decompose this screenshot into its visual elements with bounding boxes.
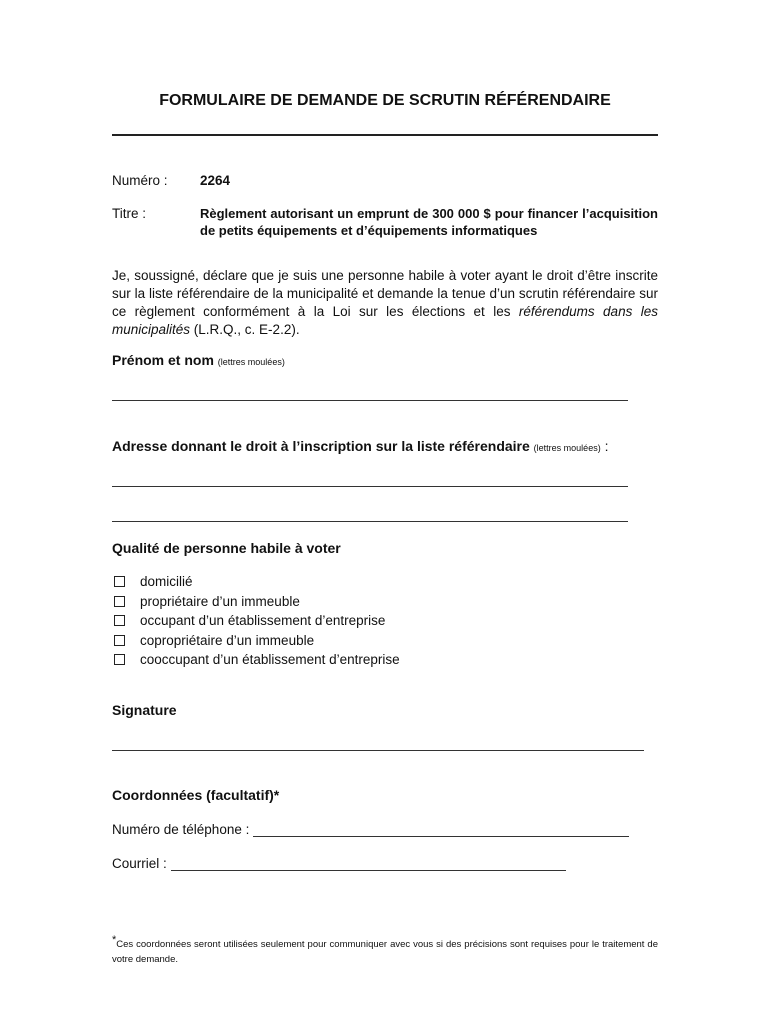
checkbox-icon[interactable] bbox=[114, 635, 125, 646]
signature-line[interactable] bbox=[112, 750, 644, 751]
address-heading-colon: : bbox=[604, 438, 609, 454]
declaration-text-1: Je, soussigné, déclare que je suis une personne habile à voter ayant le droit d’être inscrite sur la liste référendaire de la municipalité et demande la tenue d’un scrutin référendaire sur ce règlement conformément à la Loi sur les élections et les bbox=[112, 268, 658, 319]
option-label: cooccupant d’un établissement d’entreprise bbox=[140, 652, 400, 668]
address-heading-hint: (lettres moulées) bbox=[533, 443, 601, 453]
name-heading-hint: (lettres moulées) bbox=[217, 357, 285, 367]
email-field[interactable] bbox=[112, 856, 566, 871]
checkbox-icon[interactable] bbox=[114, 576, 125, 587]
numero-value: 2264 bbox=[200, 173, 231, 188]
name-heading-text: Prénom et nom bbox=[112, 352, 214, 368]
footnote-marker: * bbox=[112, 934, 117, 946]
phone-field[interactable] bbox=[112, 822, 629, 837]
address-input-line-1[interactable] bbox=[112, 486, 628, 487]
email-label: Courriel : bbox=[112, 856, 167, 871]
footnote bbox=[112, 933, 658, 967]
titre-label: Titre : bbox=[112, 206, 147, 221]
qualite-heading: Qualité de personne habile à voter bbox=[112, 540, 341, 556]
declaration-text-2: (L.R.Q., c. E-2.2). bbox=[190, 322, 300, 337]
title-divider bbox=[112, 134, 658, 136]
option-label: occupant d’un établissement d’entreprise bbox=[140, 613, 386, 629]
option-label: domicilié bbox=[140, 574, 193, 590]
declaration-paragraph bbox=[112, 267, 658, 339]
signature-heading: Signature bbox=[112, 702, 177, 718]
address-heading bbox=[112, 438, 608, 454]
option-label: propriétaire d’un immeuble bbox=[140, 593, 300, 609]
name-input-line[interactable] bbox=[112, 400, 628, 401]
option-label: copropriétaire d’un immeuble bbox=[140, 632, 315, 648]
checkbox-icon[interactable] bbox=[114, 596, 125, 607]
checkbox-icon[interactable] bbox=[114, 654, 125, 665]
option-coproprietaire[interactable] bbox=[112, 631, 400, 651]
titre-value: Règlement autorisant un emprunt de 300 000 $ pour financer l’acquisition de petits équipements et d’équipements informatiques bbox=[200, 206, 658, 238]
contact-heading: Coordonnées (facultatif)* bbox=[112, 787, 280, 803]
declaration-law-title: référendums dans les municipalités bbox=[112, 304, 658, 337]
checkbox-icon[interactable] bbox=[114, 615, 125, 626]
footnote-text: Ces coordonnées seront utilisées seulement pour communiquer avec vous si des précisions sont requises pour le traitement de votre demande. bbox=[112, 939, 658, 966]
option-proprietaire[interactable] bbox=[112, 592, 400, 612]
name-heading bbox=[112, 352, 285, 368]
phone-input-line[interactable] bbox=[253, 824, 629, 837]
option-domicilie[interactable] bbox=[112, 572, 400, 592]
email-input-line[interactable] bbox=[171, 858, 566, 871]
address-heading-text: Adresse donnant le droit à l’inscription sur la liste référendaire bbox=[112, 438, 530, 454]
option-cooccupant[interactable] bbox=[112, 650, 400, 670]
form-title: FORMULAIRE DE DEMANDE DE SCRUTIN RÉFÉRENDAIRE bbox=[159, 92, 611, 109]
qualite-options bbox=[112, 572, 400, 670]
phone-label: Numéro de téléphone : bbox=[112, 822, 250, 837]
address-input-line-2[interactable] bbox=[112, 521, 628, 522]
option-occupant[interactable] bbox=[112, 611, 400, 631]
numero-label: Numéro : bbox=[112, 173, 168, 188]
